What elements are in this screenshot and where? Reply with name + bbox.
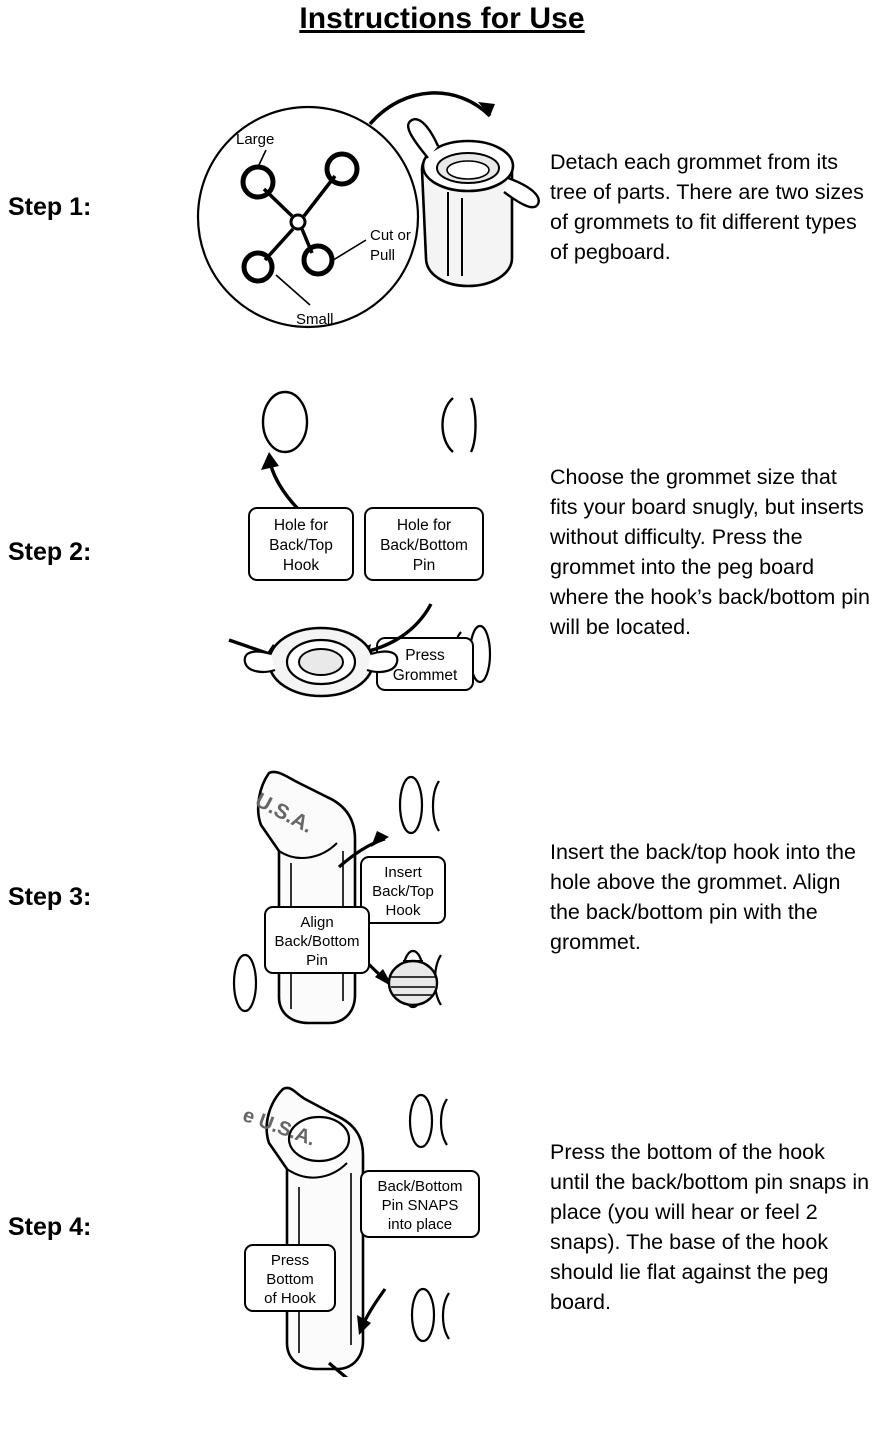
figure-label: Hole for [273,517,329,534]
step-label: Step 3: [8,882,92,911]
step-label: Step 4: [8,1212,92,1241]
step-label: Step 1: [8,192,92,221]
figure-label: Hook [385,902,421,919]
figure-label: Hook [282,557,320,574]
figure-label: of Hook [264,1290,316,1307]
figure-label: Press [270,1252,310,1269]
figure-label: Back/Bottom [274,933,360,950]
figure-label: Insert [384,864,422,881]
step-row [0,1062,884,1392]
steps-list [0,42,884,1392]
figure-label: Press [405,647,445,664]
figure-label: Small [296,311,334,328]
hook-snap-figure [190,1077,550,1377]
step-row [0,372,884,732]
hook-insert-figure [190,747,550,1047]
figure-label: U.S.A. [251,788,317,838]
figure-label: e U.S.A. [239,1104,319,1151]
figure-label: Align [300,914,334,931]
step-row [0,42,884,372]
grommet-tree-figure [190,62,550,352]
figure-label: Back/Bottom [380,537,468,554]
figure-label: Pull [370,247,396,264]
step-description: Press the bottom of the hook until the back/bottom pin snaps in place (you will hear or feel 2 snaps). The base of the hook should lie flat against the peg board. [550,1140,870,1314]
figure-label: Back/Top [372,883,434,900]
figure-label: Back/Top [269,537,333,554]
figure-label: Back/Bottom [377,1178,463,1195]
pegboard-grommet-figure [190,382,550,722]
step-description: Insert the back/top hook into the hole above the grommet. Align the back/bottom pin with the grommet. [550,840,856,954]
figure-label: Grommet [392,667,458,684]
page-title: Instructions for Use [299,2,585,35]
step-row [0,732,884,1062]
figure-label: Bottom [266,1271,314,1288]
figure-label: Pin [412,557,436,574]
figure-label: Hole for [396,517,452,534]
figure-label: Pin [306,952,328,969]
figure-label: Large [236,131,275,148]
step-label: Step 2: [8,537,92,566]
figure-label: Cut or [370,227,411,244]
figure-label: into place [387,1216,453,1233]
step-description: Choose the grommet size that fits your board snugly, but inserts without difficulty. Press the grommet into the peg board where the hook’s back/bottom pin will be located. [550,465,870,639]
figure-label: Pin SNAPS [381,1197,459,1214]
step-description: Detach each grommet from its tree of parts. There are two sizes of grommets to fit different types of pegboard. [550,150,864,264]
